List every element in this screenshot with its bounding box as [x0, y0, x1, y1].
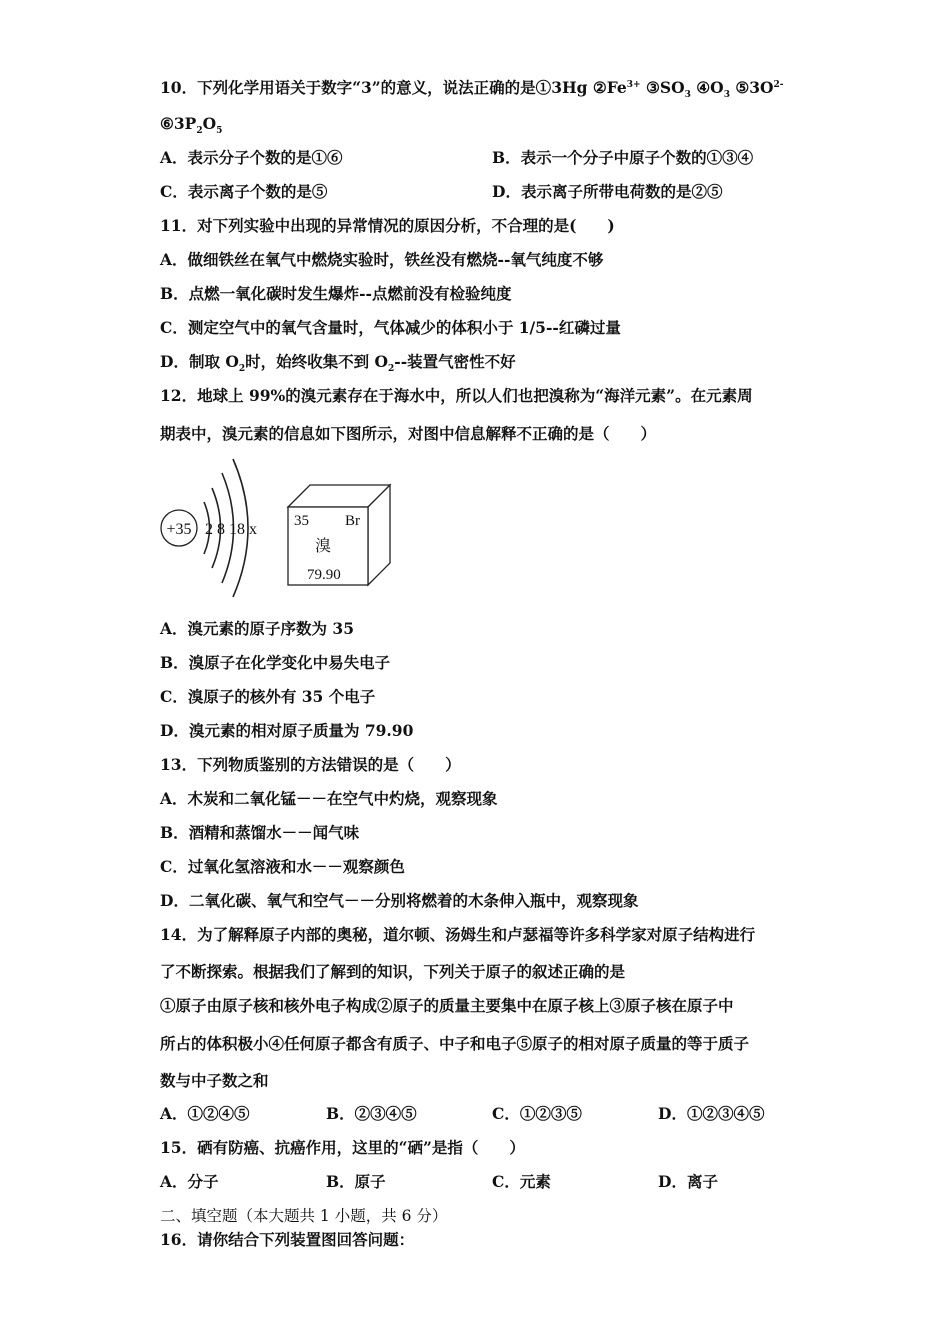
q15-option-a[interactable]: A．分子: [160, 1172, 219, 1191]
q12-option-d[interactable]: D．溴元素的相对原子质量为 79.90: [160, 721, 414, 740]
electron-shells: 2 8 18 x: [205, 521, 257, 538]
q14-stem-line5: 数与中子数之和: [160, 1071, 269, 1090]
q10-stem-line1: 10．下列化学用语关于数字“3”的意义，说法正确的是①3Hg $②Fe^{3+}$ $③SO_3$ $④O_3$ $⑤3O^{2-}$: [160, 78, 784, 101]
q15-option-d[interactable]: D．离子: [658, 1172, 718, 1191]
q13-stem: 13．下列物质鉴别的方法错误的是（ ）: [160, 755, 461, 774]
atomic-mass: 79.90: [307, 567, 341, 583]
q11-option-c[interactable]: C．测定空气中的氧气含量时，气体减少的体积小于 1/5--红磷过量: [160, 318, 621, 337]
q12-stem-line1: 12．地球上 99%的溴元素存在于海水中，所以人们也把溴称为“海洋元素”。在元素周: [160, 386, 753, 405]
element-name: 溴: [315, 538, 332, 555]
q14-stem-line3: ①原子由原子核和核外电子构成②原子的质量主要集中在原子核上③原子核在原子中: [160, 996, 734, 1015]
atomic-number: 35: [294, 513, 309, 529]
q13-option-d[interactable]: D．二氧化碳、氧气和空气－－分别将燃着的木条伸入瓶中，观察现象: [160, 891, 639, 910]
q12-option-c[interactable]: C．溴原子的核外有 35 个电子: [160, 687, 376, 706]
q15-stem: 15．硒有防癌、抗癌作用，这里的“硒”是指（ ）: [160, 1138, 525, 1157]
q15-option-c[interactable]: C．元素: [492, 1172, 551, 1191]
nucleus-charge: +35: [166, 521, 192, 538]
q11-option-a[interactable]: A．做细铁丝在氧气中燃烧实验时，铁丝没有燃烧--氧气纯度不够: [160, 250, 604, 269]
q14-stem-line4: 所占的体积极小④任何原子都含有质子、中子和电子⑤原子的相对原子质量的等于质子: [160, 1034, 750, 1053]
q10-option-c[interactable]: C．表示离子个数的是⑤: [160, 182, 328, 201]
q14-option-a[interactable]: A．①②④⑤: [160, 1104, 250, 1123]
atom-structure-diagram: [161, 459, 257, 597]
q13-option-a[interactable]: A．木炭和二氧化锰－－在空气中灼烧，观察现象: [160, 789, 498, 808]
q14-option-c[interactable]: C．①②③⑤: [492, 1104, 582, 1123]
q14-stem-line2: 了不断探索。根据我们了解到的知识，下列关于原子的叙述正确的是: [160, 962, 626, 981]
q14-option-b[interactable]: B．②③④⑤: [326, 1104, 417, 1123]
q14-option-d[interactable]: D．①②③④⑤: [658, 1104, 765, 1123]
q14-stem-line1: 14．为了解释原子内部的奥秘，道尔顿、汤姆生和卢瑟福等许多科学家对原子结构进行: [160, 925, 756, 944]
q12-stem-line2: 期表中，溴元素的信息如下图所示，对图中信息解释不正确的是（ ）: [160, 424, 657, 443]
q12-option-b[interactable]: B．溴原子在化学变化中易失电子: [160, 653, 391, 672]
bromine-figure: [155, 455, 415, 600]
q11-option-d[interactable]: D．制取 $O_2$时，始终收集不到 $O_2--$装置气密性不好: [160, 352, 516, 375]
q10-option-b[interactable]: B．表示一个分子中原子个数的①③④: [492, 148, 754, 167]
q12-option-a[interactable]: A．溴元素的原子序数为 35: [160, 619, 354, 638]
q10-option-a[interactable]: A．表示分子个数的是①⑥: [160, 148, 343, 167]
q13-option-c[interactable]: C．过氧化氢溶液和水－－观察颜色: [160, 857, 405, 876]
q11-stem: 11．对下列实验中出现的异常情况的原因分析，不合理的是( ): [160, 216, 615, 235]
element-symbol: Br: [345, 513, 360, 529]
q11-option-b[interactable]: B．点燃一氧化碳时发生爆炸--点燃前没有检验纯度: [160, 284, 512, 303]
section-heading-fill-in: 二、填空题（本大题共 1 小题，共 6 分）: [160, 1207, 448, 1225]
q10-option-d[interactable]: D．表示离子所带电荷数的是②⑤: [492, 182, 723, 201]
q15-option-b[interactable]: B．原子: [326, 1172, 386, 1191]
q13-option-b[interactable]: B．酒精和蒸馏水－－闻气味: [160, 823, 360, 842]
periodic-table-cell: [288, 485, 390, 585]
q10-stem-line2: $⑥3P_2O_5$: [160, 114, 223, 137]
q16-stem: 16．请你结合下列装置图回答问题：: [160, 1230, 415, 1249]
